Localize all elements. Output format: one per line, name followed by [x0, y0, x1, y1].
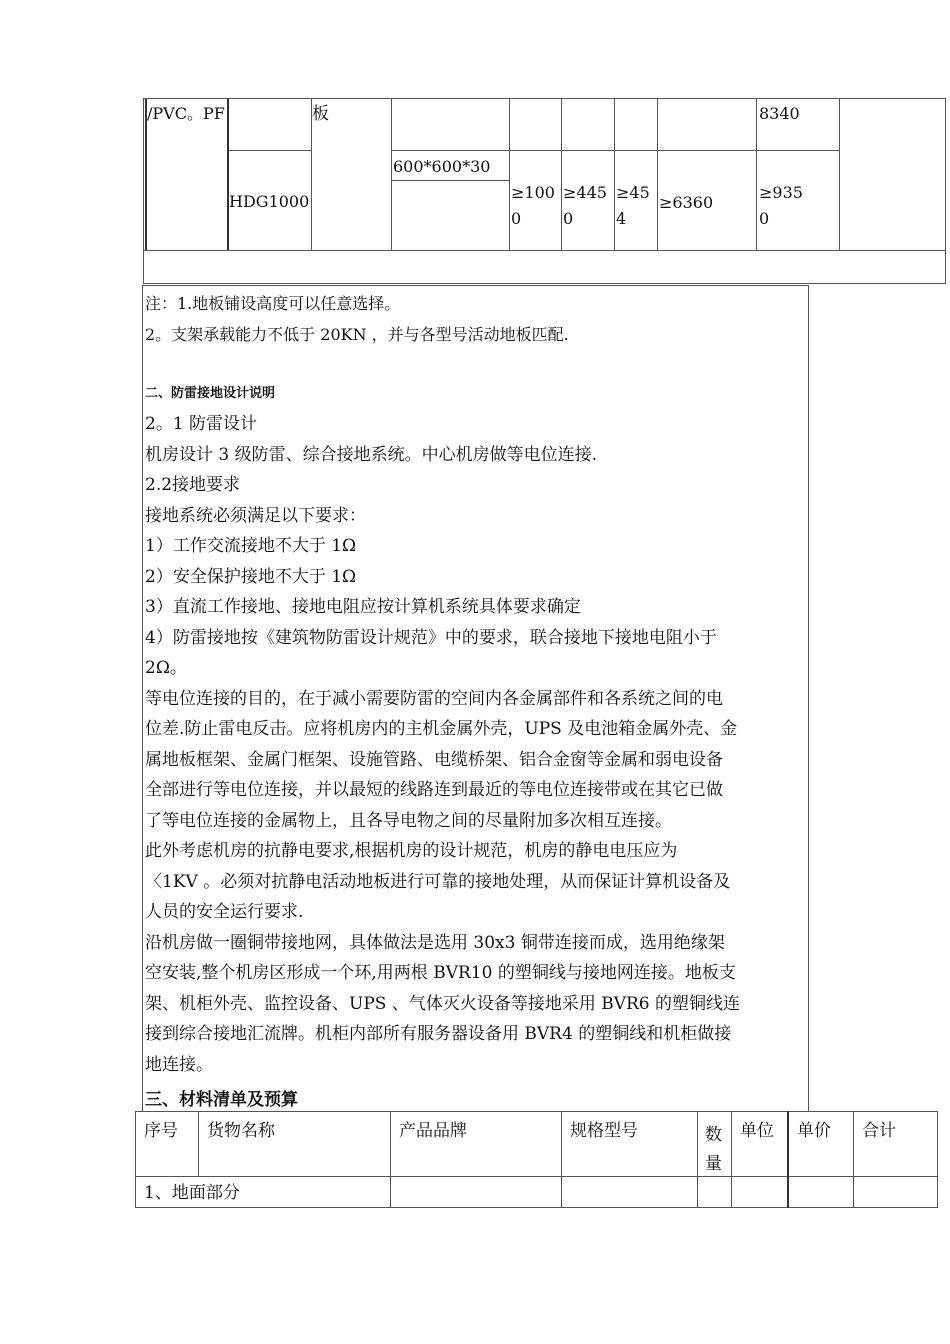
note-2: 2。支架承载能力不低于 20KN ，并与各型号活动地板匹配.	[145, 325, 569, 344]
spec-model: HDG1000	[229, 192, 310, 211]
spec-value-top: 8340	[759, 104, 800, 123]
paragraph-5-line2: 空安装,整个机房区形成一个环,用两根 BVR10 的塑铜线与接地网连接。地板支	[145, 963, 736, 983]
paragraph-3-line3: 属地板框架、金属门框架、设施管路、电缆桥架、铝合金窗等金属和弱电设备	[145, 749, 723, 770]
col-header-qty: 数量	[705, 1125, 722, 1174]
paragraph-3-line5: 了等电位连接的金属物上，且各导电物之间的尽量附加多次相互连接。	[145, 810, 672, 831]
list-item-4-line1: 4）防雷接地按《建筑物防雷设计规范》中的要求，联合接地下接地电阻小于	[145, 627, 717, 648]
col-header-spec: 规格型号	[570, 1121, 638, 1141]
list-item-1: 1）工作交流接地不大于 1Ω	[145, 536, 357, 556]
paragraph-3-line4: 全部进行等电位连接，并以最短的线路连到最近的等电位连接带或在其它已做	[145, 780, 723, 800]
spec-size: 600*600*30	[393, 157, 491, 176]
spec-v3: ≥454	[616, 183, 650, 228]
spec-type: 板	[312, 104, 329, 124]
table-row-ground: 1、地面部分	[144, 1183, 240, 1203]
paragraph-3-line1: 等电位连接的目的，在于减小需要防雷的空间内各金属部件和各系统之间的电	[145, 688, 723, 709]
section2-heading: 二、防雷接地设计说明	[145, 386, 276, 401]
spec-material: /PVC。PF	[147, 104, 225, 123]
spec-v4: ≥6360	[659, 193, 714, 212]
section2-body	[145, 409, 807, 1080]
paragraph-5-line5: 地连接。	[145, 1054, 213, 1075]
col-header-total: 合计	[862, 1121, 896, 1141]
col-header-unit: 单位	[740, 1121, 774, 1141]
paragraph-4-line1: 此外考虑机房的抗静电要求,根据机房的设计规范，机房的静电电压应为	[145, 841, 678, 861]
spec-v5: ≥9350	[759, 183, 803, 228]
spec-v1: ≥1000	[511, 183, 555, 228]
col-header-no: 序号	[144, 1121, 178, 1141]
paragraph-2: 接地系统必须满足以下要求：	[145, 505, 366, 526]
col-header-brand: 产品品牌	[399, 1121, 467, 1141]
paragraph-4-line3: 人员的安全运行要求.	[145, 902, 304, 922]
note-1: 注：1.地板铺设高度可以任意选择。	[145, 294, 401, 313]
col-header-name: 货物名称	[207, 1121, 275, 1141]
list-item-4-line2: 2Ω。	[145, 658, 187, 678]
list-item-2: 2）安全保护接地不大于 1Ω	[145, 566, 357, 587]
list-item-3: 3）直流工作接地、接地电阻应按计算机系统具体要求确定	[145, 597, 581, 617]
paragraph-1: 机房设计 3 级防雷、综合接地系统。中心机房做等电位连接.	[145, 444, 598, 465]
sub-heading-lightning: 2。1 防雷设计	[145, 414, 258, 434]
paragraph-5-line1: 沿机房做一圈铜带接地网，具体做法是选用 30x3 铜带连接而成，选用绝缘架	[145, 932, 725, 953]
sub-heading-grounding: 2.2接地要求	[145, 475, 241, 495]
spec-v2: ≥4450	[563, 183, 607, 228]
paragraph-3-line2: 位差.防止雷电反击。应将机房内的主机金属外壳，UPS 及电池箱金属外壳、金	[145, 719, 738, 739]
col-header-price: 单价	[797, 1121, 831, 1141]
paragraph-5-line3: 架、机柜外壳、监控设备、UPS 、气体灭火设备等接地采用 BVR6 的塑铜线连	[145, 993, 741, 1014]
paragraph-4-line2: 〈1KV 。必须对抗静电活动地板进行可靠的接地处理，从而保证计算机设备及	[145, 871, 731, 892]
section3-heading: 三、材料清单及预算	[145, 1090, 298, 1110]
paragraph-5-line4: 接到综合接地汇流牌。机柜内部所有服务器设备用 BVR4 的塑铜线和机柜做接	[145, 1024, 732, 1044]
